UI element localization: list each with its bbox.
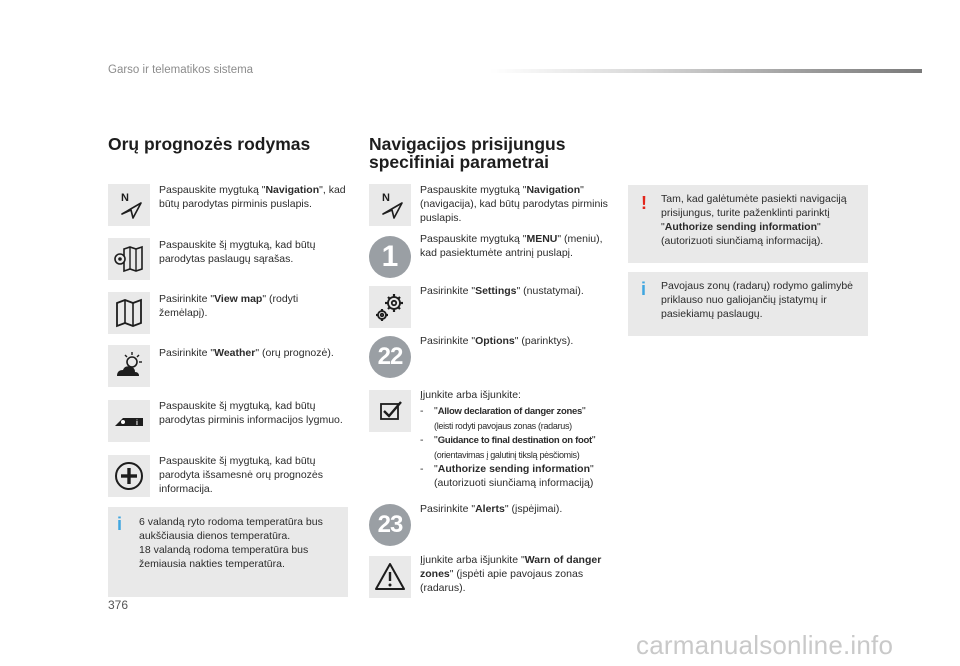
info-tag-icon	[108, 400, 150, 442]
left-section-title: Orų prognozės rodymas	[108, 134, 311, 154]
middle-step-4-text: Pasirinkite "Options" (parinktys).	[420, 335, 574, 347]
watermark-text: carmanualsonline.info	[636, 630, 894, 660]
option-allow-danger-zones: - "Allow declaration of danger zones" (leisti rodyti pavojaus zonas (radarus)	[420, 405, 586, 431]
svg-text:N: N	[121, 192, 129, 204]
navigation-arrow-icon	[108, 184, 150, 226]
option-guidance-on-foot: - "Guidance to final destination on foot" (orientavimas į galutinį tikslą pėsčiomis)	[420, 434, 596, 460]
step-badge-1: 1	[369, 236, 411, 278]
right-info-note	[628, 272, 868, 336]
map-icon	[108, 292, 150, 334]
right-info-text: Pavojaus zonų (radarų) rodymo galimybė priklauso nuo galiojančių įstatymų ir pasiekiamų paslaugų.	[661, 280, 854, 320]
step-badge-23: 23	[369, 504, 411, 546]
checkbox-icon	[369, 390, 411, 432]
document-header: Garso ir telematikos sistema	[108, 64, 254, 76]
navigation-arrow-icon	[369, 184, 411, 226]
left-info-note	[108, 507, 348, 597]
plus-circle-icon	[108, 455, 150, 497]
middle-step-7-text: Įjunkite arba išjunkite "Warn of danger zones" (įspėti apie pavojaus zonas (radarus).	[420, 554, 602, 594]
right-warning-text: Tam, kad galėtumėte pasiekti navigaciją prisijungus, turite paženklinti parinktį "Authorize sending information" (autorizuoti siunčiamą informaciją).	[661, 193, 847, 247]
option-authorize-sending: - "Authorize sending information" (autorizuoti siunčiamą informaciją)	[420, 463, 594, 489]
middle-section-title: Navigacijos prisijungus specifiniai parametrai	[369, 134, 566, 172]
left-note-text: 6 valandą ryto rodoma temperatūra bus aukščiausia dienos temperatūra. 18 valandą rodoma temperatūra bus žemiausia nakties temperatūra.	[139, 516, 323, 570]
weather-icon	[108, 345, 150, 387]
right-warning-note	[628, 185, 868, 263]
settings-gears-icon	[369, 286, 411, 328]
left-step-5-text: Paspauskite šį mygtuką, kad būtų parodytas pirminis informacijos lygmuo.	[159, 400, 343, 426]
middle-step-6-text: Pasirinkite "Alerts" (įspėjimai).	[420, 503, 563, 515]
svg-text:N: N	[382, 192, 390, 204]
middle-step-3-text: Pasirinkite "Settings" (nustatymai).	[420, 285, 584, 297]
header-gradient-bar	[490, 69, 922, 73]
page-number: 376	[108, 598, 129, 612]
step-badge-22: 22	[369, 336, 411, 378]
info-icon: i	[641, 279, 647, 299]
svg-text:i: i	[136, 420, 138, 427]
left-step-3-text: Pasirinkite "View map" (rodyti žemėlapį).	[159, 293, 299, 319]
middle-step-1-text: Paspauskite mygtuką "Navigation" (navigacija), kad būtų parodytas pirminis puslapis.	[420, 184, 608, 224]
middle-step-5-text: Įjunkite arba išjunkite: - "Allow declaration of danger zones" (leisti rodyti pavojaus zonas (radarus) - "Guidance to final destination on foot" (orientavimas į galutinį tikslą pėsčiomis) - "Authorize sending information" (autorizuoti siunčiamą informaciją)	[420, 388, 615, 490]
left-step-1-text: Paspauskite mygtuką "Navigation", kad būtų parodytas pirminis puslapis.	[159, 184, 346, 210]
info-icon: i	[117, 514, 123, 534]
middle-step-2-text: Paspauskite mygtuką "MENU" (meniu), kad pasiektumėte antrinį puslapį.	[420, 233, 603, 259]
warning-triangle-icon	[369, 556, 411, 598]
left-step-4-text: Pasirinkite "Weather" (orų prognozė).	[159, 347, 334, 359]
left-step-2-text: Paspauskite šį mygtuką, kad būtų parodytas paslaugų sąrašas.	[159, 239, 316, 265]
services-map-icon	[108, 238, 150, 280]
left-step-6-text: Paspauskite šį mygtuką, kad būtų parodyta išsamesnė orų prognozės informacija.	[159, 455, 324, 495]
warning-exclamation-icon: !	[641, 193, 647, 213]
